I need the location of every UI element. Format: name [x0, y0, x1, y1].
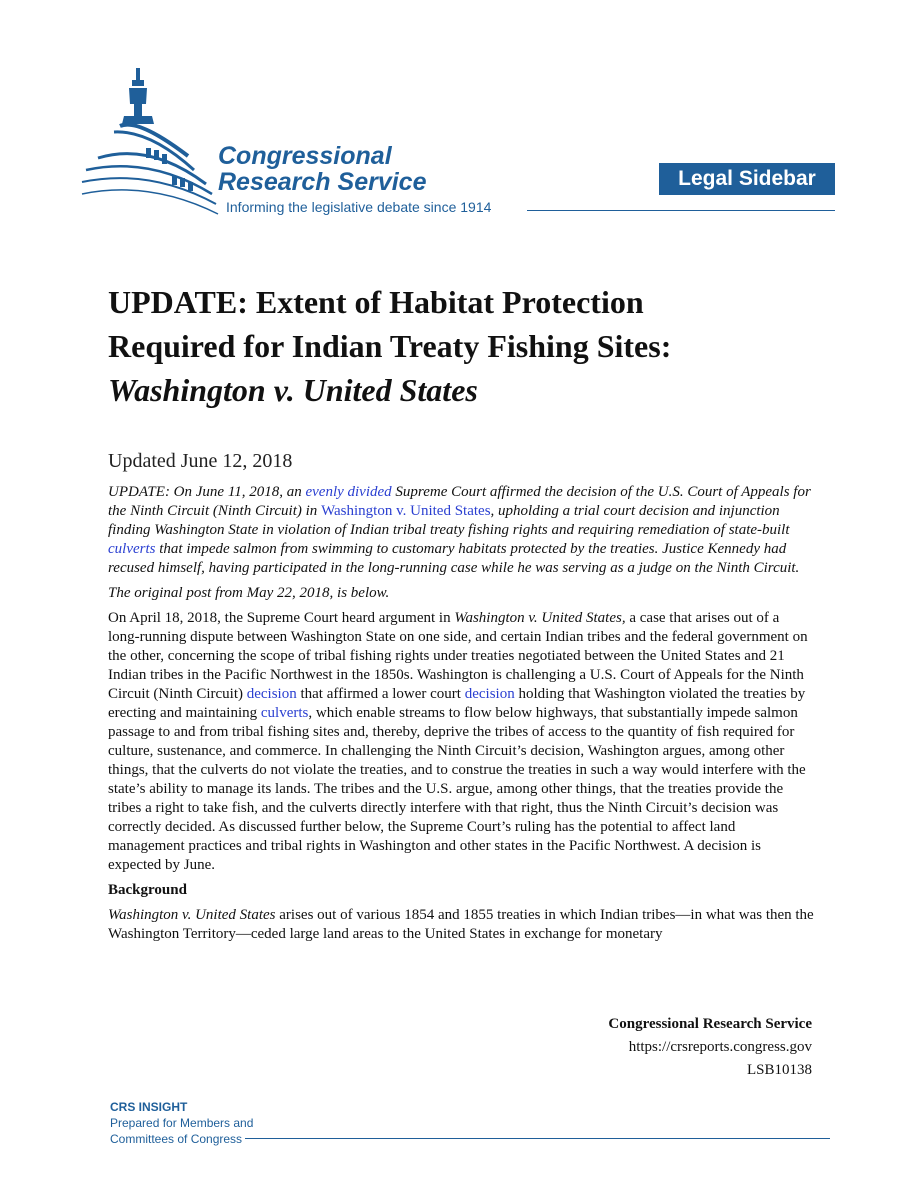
title-line2: Required for Indian Treaty Fishing Sites:	[108, 328, 672, 364]
background-paragraph: Washington v. United States arises out of various 1854 and 1855 treaties in which Indian tribes—in what was then the Washington Territory—ceded large land areas to the United States in exchange for monetary	[108, 907, 814, 942]
page-title	[108, 280, 828, 412]
legal-sidebar-badge: Legal Sidebar	[659, 163, 835, 195]
background-heading: Background	[108, 882, 187, 898]
page-footer	[608, 1013, 812, 1082]
capitol-dome-icon	[80, 66, 220, 216]
title-subtitle: Washington v. United States	[108, 372, 478, 408]
title-line1: UPDATE: Extent of Habitat Protection	[108, 284, 644, 320]
culverts-link-update[interactable]: culverts	[108, 541, 156, 557]
org-name-line1: Congressional	[218, 142, 392, 170]
footer-url[interactable]: https://crsreports.congress.gov	[628, 1039, 812, 1055]
crs-insight-block	[110, 1099, 253, 1147]
original-post-note: The original post from May 22, 2018, is below.	[108, 585, 390, 601]
lower-court-decision-link[interactable]: decision	[464, 686, 515, 702]
culverts-link[interactable]: culverts	[260, 705, 309, 721]
org-tagline: Informing the legislative debate since 1914	[226, 199, 492, 215]
updated-date: Updated June 12, 2018	[108, 450, 293, 472]
prepared-for-line1: Prepared for Members and	[110, 1116, 254, 1130]
bottom-rule	[245, 1138, 830, 1139]
crs-insight-label: CRS INSIGHT	[110, 1100, 188, 1114]
prepared-for-line2: Committees of Congress	[110, 1132, 243, 1146]
evenly-divided-link[interactable]: evenly divided	[305, 484, 392, 500]
footer-report-id: LSB10138	[746, 1062, 812, 1078]
article-body	[108, 483, 814, 950]
header-rule	[527, 210, 835, 211]
washington-v-us-link[interactable]: Washington v. United States	[321, 503, 491, 519]
ninth-circuit-decision-link[interactable]: decision	[246, 686, 297, 702]
update-paragraph: UPDATE: On June 11, 2018, an evenly divided Supreme Court affirmed the decision of the U.S. Court of Appeals for the Ninth Circuit (Ninth Circuit) in Washington v. United States, upholding a trial court decision and injunction finding Washington State in violation of Indian tribal treaty fishing rights and requiring remediation of state-built culverts that impede salmon from swimming to customary habitats protected by the treaties. Justice Kennedy had recused himself, having participated in the long-running case while he was serving as a judge on the Ninth Circuit.	[108, 484, 811, 576]
footer-org: Congressional Research Service	[608, 1016, 812, 1032]
org-name-line2: Research Service	[218, 168, 427, 196]
intro-paragraph: On April 18, 2018, the Supreme Court heard argument in Washington v. United States, a case that arises out of a long-running dispute between Washington State on one side, and certain Indian tribes and the federal government on the other, concerning the scope of tribal fishing rights under treaties negotiated between the United States and 21 Indian tribes in the Pacific Northwest in the 1850s. Washington is challenging a U.S. Court of Appeals for the Ninth Circuit (Ninth Circuit) decision that affirmed a lower court decision holding that Washington violated the treaties by erecting and maintaining culverts, which enable streams to flow below highways, that substantially impede salmon passage to and from tribal fishing sites and, thereby, deprive the tribes of access to the quantity of fish required for culture, sustenance, and commerce. In challenging the Ninth Circuit’s decision, Washington argues, among other things, that the culverts do not violate the treaties, and to construe the treaties in such a way would interfere with the state’s ability to manage its lands. The tribes and the U.S. argue, among other things, that the treaties provide the tribes a right to take fish, and the culverts directly interfere with that right, thus the Ninth Circuit’s decision was correctly decided. As discussed further below, the Supreme Court’s ruling has the potential to affect land management practices and tribal rights in Washington and other states in the Pacific Northwest. A decision is expected by June.	[108, 610, 808, 873]
crs-logo	[80, 66, 540, 221]
